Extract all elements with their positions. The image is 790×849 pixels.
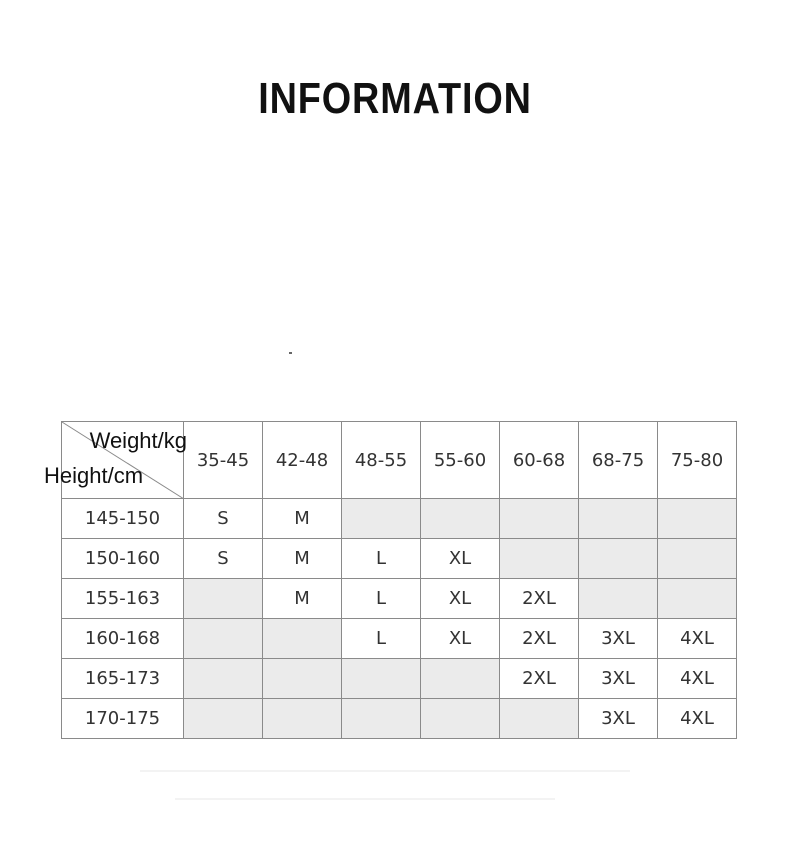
weight-axis-label: Weight/kg: [89, 428, 187, 453]
height-label: 160-168: [62, 619, 184, 659]
empty-size-cell: [184, 619, 263, 659]
empty-size-cell: [658, 499, 737, 539]
empty-size-cell: [421, 699, 500, 739]
empty-size-cell: [184, 579, 263, 619]
faint-smudge: [140, 770, 630, 772]
size-cell: 2XL: [500, 619, 579, 659]
weight-header: 48-55: [342, 422, 421, 499]
empty-size-cell: [500, 499, 579, 539]
size-cell: 4XL: [658, 659, 737, 699]
size-cell: 2XL: [500, 659, 579, 699]
weight-header: 55-60: [421, 422, 500, 499]
table-row: [62, 539, 737, 579]
corner-cell: [44, 422, 187, 499]
size-cell: M: [263, 539, 342, 579]
empty-size-cell: [342, 659, 421, 699]
empty-size-cell: [342, 499, 421, 539]
size-cell: XL: [421, 619, 500, 659]
empty-size-cell: [579, 499, 658, 539]
empty-size-cell: [263, 659, 342, 699]
size-cell: XL: [421, 539, 500, 579]
weight-header: 68-75: [579, 422, 658, 499]
size-cell: 3XL: [579, 699, 658, 739]
weight-header: 60-68: [500, 422, 579, 499]
table-row: [62, 619, 737, 659]
table-row: [62, 579, 737, 619]
size-cell: L: [342, 619, 421, 659]
size-cell: S: [184, 499, 263, 539]
empty-size-cell: [658, 579, 737, 619]
empty-size-cell: [342, 699, 421, 739]
empty-size-cell: [263, 699, 342, 739]
height-label: 170-175: [62, 699, 184, 739]
empty-size-cell: [500, 699, 579, 739]
faint-smudge: [175, 798, 555, 800]
empty-size-cell: [579, 539, 658, 579]
size-cell: M: [263, 499, 342, 539]
size-cell: 3XL: [579, 659, 658, 699]
empty-size-cell: [500, 539, 579, 579]
size-cell: L: [342, 539, 421, 579]
size-cell: S: [184, 539, 263, 579]
size-cell: 2XL: [500, 579, 579, 619]
empty-size-cell: [184, 659, 263, 699]
height-axis-label: Height/cm: [44, 463, 144, 488]
height-label: 155-163: [62, 579, 184, 619]
size-chart-table: [44, 421, 737, 739]
size-cell: 4XL: [658, 699, 737, 739]
table-row: [62, 699, 737, 739]
height-label: 145-150: [62, 499, 184, 539]
empty-size-cell: [263, 619, 342, 659]
weight-header: 35-45: [184, 422, 263, 499]
empty-size-cell: [658, 539, 737, 579]
header-row: [62, 422, 737, 499]
page-title: INFORMATION: [258, 74, 532, 123]
size-cell: 3XL: [579, 619, 658, 659]
table-row: [62, 659, 737, 699]
height-label: 150-160: [62, 539, 184, 579]
table-row: [62, 499, 737, 539]
size-cell: L: [342, 579, 421, 619]
empty-size-cell: [421, 499, 500, 539]
size-cell: M: [263, 579, 342, 619]
weight-header: 75-80: [658, 422, 737, 499]
weight-header: 42-48: [263, 422, 342, 499]
size-cell: 4XL: [658, 619, 737, 659]
empty-size-cell: [579, 579, 658, 619]
empty-size-cell: [421, 659, 500, 699]
size-cell: XL: [421, 579, 500, 619]
empty-size-cell: [184, 699, 263, 739]
stray-dot: [289, 352, 292, 354]
height-label: 165-173: [62, 659, 184, 699]
